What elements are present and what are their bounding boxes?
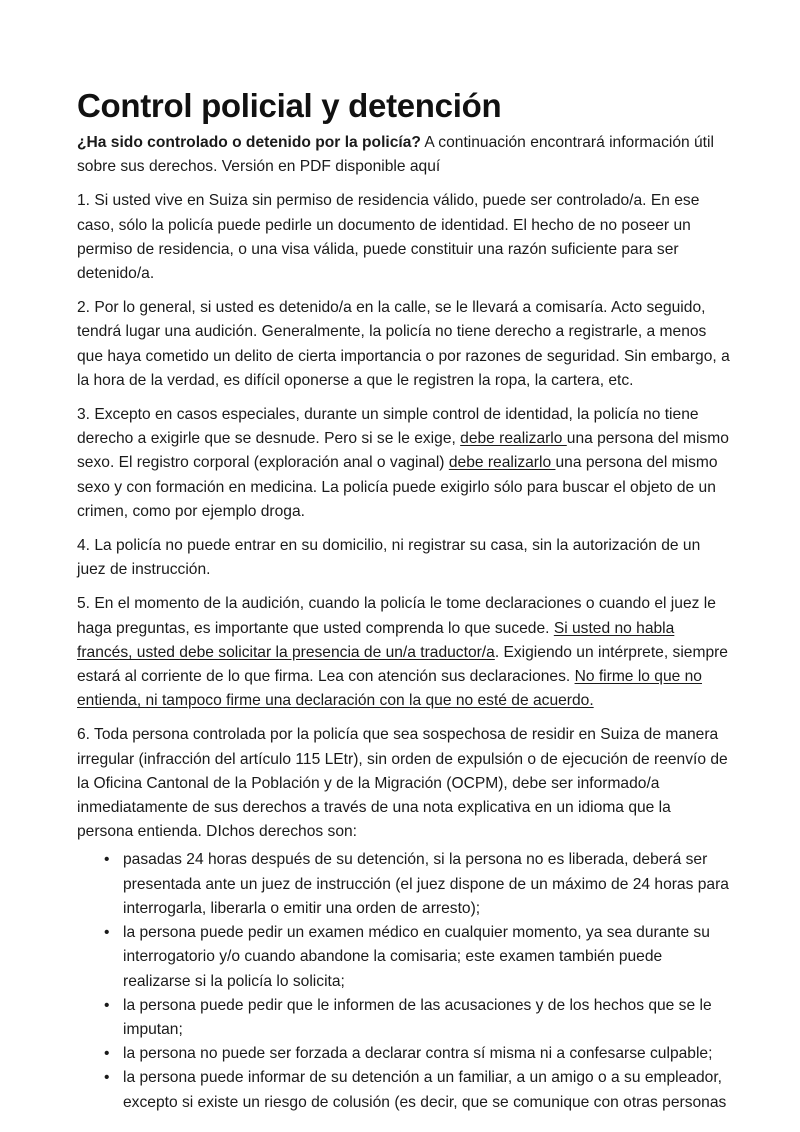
intro-text: A continuación encontrará información útil sobre sus derechos. Versión en PDF disponible aquí <box>77 134 714 176</box>
paragraph-3-underline-1: debe realizarlo <box>460 430 567 448</box>
list-item: • la persona no puede ser forzada a declarar contra sí misma ni a confesarse culpable; <box>123 1042 730 1066</box>
paragraph-5-text-b: . Exigiendo un intérprete, siempre estará al corriente de lo que firma. Lea con atención sus declaraciones. <box>77 643 728 686</box>
paragraph-3-text-b: una persona del mismo sexo. El registro corporal (exploración anal o vaginal) <box>77 430 729 472</box>
paragraph-5-text-a: 5. En el momento de la audición, cuando la policía le tome declaraciones o cuando el juez le haga preguntas, es importante que usted comprenda lo que sucede. <box>77 595 716 637</box>
page-title: Control policial y detención <box>77 87 502 124</box>
paragraph-5-underline-1: Si usted no habla francés, usted debe solicitar la presencia de un/a traductor/a <box>77 619 675 661</box>
paragraph-2: 2. Por lo general, si usted es detenido/a en la calle, se le llevará a comisaría. Acto seguido, tendrá lugar una audición. Generalmente, la policía no tiene derecho a registrarle, a menos que haya cometido un delito de cierta importancia o por razones de seguridad. Sin embargo, a la hora de la verdad, es difícil oponerse a que le registren la ropa, la cartera, etc. <box>77 299 730 389</box>
paragraph-6: 6. Toda persona controlada por la policía que sea sospechosa de residir en Suiza de manera irregular (infracción del artículo 115 LEtr), sin orden de expulsión o de ejecución de reenvío de la Oficina Cantonal de la Población y de la Migración (OCPM), debe ser informado/a inmediatamente de sus derechos a través de una nota explicativa en un idioma que la persona entienda. DIchos derechos son: <box>77 726 728 841</box>
paragraph-4: 4. La policía no puede entrar en su domicilio, ni registrar su casa, sin la autorización de un juez de instrucción. <box>77 537 701 579</box>
intro-paragraph <box>77 131 730 179</box>
list-item: • la persona puede pedir un examen médico en cualquier momento, ya sea durante su interrogatorio y/o cuando abandone la comisaria; este examen también puede realizarse si la policía lo solicita; <box>123 921 730 994</box>
paragraph-3-underline-2: debe realizarlo <box>448 454 556 472</box>
paragraph-3-text-a: 3. Excepto en casos especiales, durante un simple control de identidad, la policía no tiene derecho a exigirle que se desnude. Pero si se le exige, <box>77 406 699 448</box>
paragraph-5-underline-2: No firme lo que no entienda, ni tampoco firme una declaración con la que no esté de acuerdo. <box>77 668 702 710</box>
list-item: • pasadas 24 horas después de su detención, si la persona no es liberada, deberá ser presentada ante un juez de instrucción (el juez dispone de un máximo de 24 horas para interrogarla, liberarla o emitir una orden de arresto); <box>123 848 730 921</box>
paragraph-3-text-c: una persona del mismo sexo y con formación en medicina. La policía puede exigirlo sólo para buscar el objeto de un crimen, como por ejemplo droga. <box>77 454 718 520</box>
rights-list <box>77 848 730 1114</box>
paragraph-3 <box>77 403 730 524</box>
list-item: • la persona puede informar de su detención a un familiar, a un amigo o a su empleador, excepto si existe un riesgo de colusión (es decir, que se comunique con otras personas <box>123 1066 730 1114</box>
paragraph-1: 1. Si usted vive en Suiza sin permiso de residencia válido, puede ser controlado/a. En ese caso, sólo la policía puede pedirle un documento de identidad. El hecho de no poseer un permiso de residencia, o una visa válida, puede constituir una razón suficiente para ser detenido/a. <box>77 192 700 283</box>
list-item: • la persona puede pedir que le informen de las acusaciones y de los hechos que se le imputan; <box>123 994 730 1042</box>
intro-question: ¿Ha sido controlado o detenido por la policía? <box>77 134 421 151</box>
paragraph-5 <box>77 592 730 713</box>
